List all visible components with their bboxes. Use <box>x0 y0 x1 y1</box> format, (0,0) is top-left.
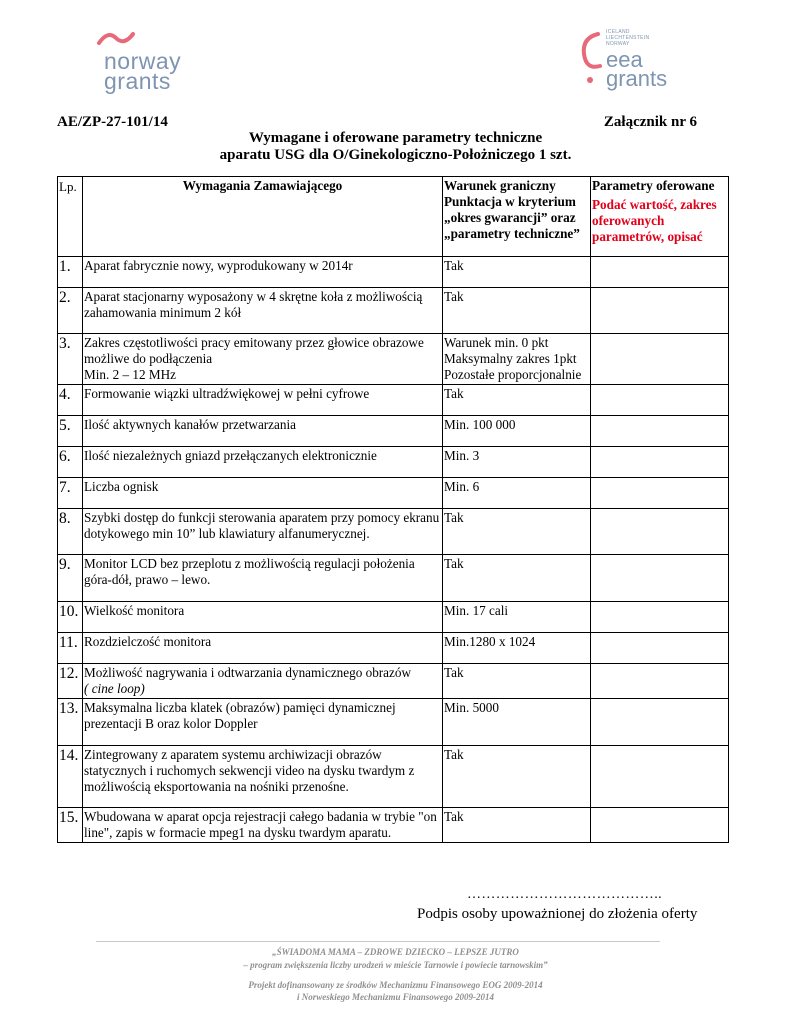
row-number: 1. <box>58 257 83 288</box>
row-number: 14. <box>58 746 83 808</box>
condition-line: Tak <box>444 258 464 273</box>
row-requirement <box>83 746 443 808</box>
row-condition <box>443 385 591 416</box>
row-requirement <box>83 334 443 385</box>
row-condition <box>443 334 591 385</box>
parameters-table <box>57 176 729 843</box>
row-offered-value[interactable] <box>591 664 729 699</box>
header-condition-line: „okres gwarancji” oraz <box>444 210 576 225</box>
table-row <box>58 334 729 385</box>
row-condition <box>443 288 591 334</box>
condition-line: Min. 100 000 <box>444 417 516 432</box>
header-condition <box>443 177 591 257</box>
header-offered-note-line: oferowanych <box>592 213 665 228</box>
row-requirement <box>83 509 443 555</box>
document-title-line1: Wymagane i oferowane parametry techniczne <box>248 130 543 146</box>
condition-line: Pozostałe proporcjonalnie <box>444 367 582 382</box>
header-offered <box>591 177 729 257</box>
table-row <box>58 385 729 416</box>
condition-line: Tak <box>444 809 464 824</box>
row-condition <box>443 808 591 843</box>
requirement-line: Aparat stacjonarny wyposażony w 4 skrętne koła z możliwością <box>84 289 423 304</box>
footer-line2: – program zwiększenia liczby urodzeń w mieście Tarnowie i powiecie tarnowskim” <box>243 960 548 970</box>
row-condition <box>443 447 591 478</box>
row-requirement <box>83 447 443 478</box>
annex-label: Załącznik nr 6 <box>603 114 697 130</box>
row-offered-value[interactable] <box>591 447 729 478</box>
condition-line: Maksymalny zakres 1pkt <box>444 351 577 366</box>
table-row <box>58 288 729 334</box>
row-number: 6. <box>58 447 83 478</box>
table-row <box>58 509 729 555</box>
header-offered-note <box>592 197 727 245</box>
row-number: 13. <box>58 699 83 746</box>
row-offered-value[interactable] <box>591 416 729 447</box>
document-title-line2: aparatu USG dla O/Ginekologiczno-Położniczego 1 szt. <box>219 147 572 163</box>
table-header-row <box>58 177 729 257</box>
condition-line: Warunek min. 0 pkt <box>444 335 549 350</box>
logo-right-line1: eea <box>606 47 643 72</box>
condition-line: Min. 6 <box>444 479 480 494</box>
row-condition <box>443 509 591 555</box>
row-requirement <box>83 288 443 334</box>
reference-number: AE/ZP-27-101/14 <box>57 114 168 130</box>
row-requirement <box>83 416 443 447</box>
row-offered-value[interactable] <box>591 478 729 509</box>
row-offered-value[interactable] <box>591 633 729 664</box>
header-offered-note-line: Podać wartość, zakres <box>592 197 717 212</box>
requirement-line: Rozdzielczość monitora <box>84 634 212 649</box>
row-requirement <box>83 699 443 746</box>
signature-line: ………………………………….. <box>467 887 662 902</box>
condition-line: Tak <box>444 556 464 571</box>
footer-line1: „ŚWIADOMA MAMA – ZDROWE DZIECKO – LEPSZE JUTRO <box>272 947 519 957</box>
condition-line: Tak <box>444 386 464 401</box>
condition-line: Tak <box>444 665 464 680</box>
row-number: 4. <box>58 385 83 416</box>
table-row <box>58 478 729 509</box>
logo-left-line2: grants <box>104 68 171 94</box>
row-requirement <box>83 633 443 664</box>
norway-grants-logo <box>90 30 200 92</box>
row-offered-value[interactable] <box>591 385 729 416</box>
requirement-line: góra-dół, prawo – lewo. <box>84 572 211 587</box>
condition-line: Min. 3 <box>444 448 480 463</box>
row-number: 8. <box>58 509 83 555</box>
requirement-line: Wbudowana w aparat opcja rejestracji całego badania w trybie "on <box>84 809 437 824</box>
row-requirement <box>83 257 443 288</box>
table-row <box>58 257 729 288</box>
requirement-line: Liczba ognisk <box>84 479 159 494</box>
condition-line: Min. 5000 <box>444 700 499 715</box>
requirement-line: Ilość aktywnych kanałów przetwarzania <box>84 417 297 432</box>
row-offered-value[interactable] <box>591 699 729 746</box>
row-number: 15. <box>58 808 83 843</box>
logo-right-small2: LIECHTENSTEIN <box>606 35 650 41</box>
requirement-line: Aparat fabrycznie nowy, wyprodukowany w 2014r <box>84 258 353 273</box>
row-offered-value[interactable] <box>591 808 729 843</box>
requirement-line: dotykowego min 10” lub klawiatury alfanumerycznej. <box>84 526 370 541</box>
requirement-line: ( cine loop) <box>84 681 145 696</box>
condition-line: Tak <box>444 510 464 525</box>
header-condition-line: „parametry techniczne” <box>444 226 580 241</box>
row-number: 5. <box>58 416 83 447</box>
header-lp: Lp. <box>58 177 83 257</box>
logo-left-line1: norway <box>104 48 182 74</box>
row-condition <box>443 416 591 447</box>
requirement-line: zahamowania minimum 2 kół <box>84 305 242 320</box>
requirement-line: Wielkość monitora <box>84 603 185 618</box>
row-offered-value[interactable] <box>591 257 729 288</box>
footer-divider <box>96 941 660 942</box>
logo-right-line2: grants <box>606 66 668 91</box>
requirement-line: możliwe do podłączenia <box>84 351 213 366</box>
table-row <box>58 664 729 699</box>
table-row <box>58 699 729 746</box>
row-requirement <box>83 602 443 633</box>
row-number: 2. <box>58 288 83 334</box>
header-condition-line: Warunek graniczny <box>444 178 556 193</box>
footer-line3: Projekt dofinansowany ze środków Mechanizmu Finansowego EOG 2009-2014 <box>248 980 543 990</box>
condition-line: Min.1280 x 1024 <box>444 634 536 649</box>
row-offered-value[interactable] <box>591 746 729 808</box>
header-offered-note-line: parametrów, opisać <box>592 229 703 244</box>
logo-right-small1: ICELAND <box>606 29 630 35</box>
table-row <box>58 447 729 478</box>
row-offered-value[interactable] <box>591 288 729 334</box>
row-requirement <box>83 385 443 416</box>
requirement-line: Szybki dostęp do funkcji sterowania aparatem przy pomocy ekranu <box>84 510 440 525</box>
requirement-line: prezentacji B oraz kolor Doppler <box>84 716 258 731</box>
eea-grants-logo <box>578 28 688 92</box>
row-requirement <box>83 808 443 843</box>
row-condition <box>443 746 591 808</box>
requirement-line: Zakres częstotliwości pracy emitowany przez głowice obrazowe <box>84 335 424 350</box>
requirement-line: Monitor LCD bez przeplotu z możliwością regulacji położenia <box>84 556 415 571</box>
requirement-line: Możliwość nagrywania i odtwarzania dynamicznego obrazów <box>84 665 412 680</box>
row-requirement <box>83 664 443 699</box>
row-requirement <box>83 555 443 602</box>
row-offered-value[interactable] <box>591 509 729 555</box>
table-row <box>58 808 729 843</box>
table-row <box>58 746 729 808</box>
row-condition <box>443 555 591 602</box>
header-condition-line: Punktacja w kryterium <box>444 194 576 209</box>
requirement-line: line", zapis w formacie mpeg1 na dysku twardym aparatu. <box>84 825 392 840</box>
table-row <box>58 633 729 664</box>
requirement-line: Ilość niezależnych gniazd przełączanych elektronicznie <box>84 448 377 463</box>
requirement-line: Maksymalna liczba klatek (obrazów) pamięci dynamicznej <box>84 700 396 715</box>
table-row <box>58 602 729 633</box>
row-number: 10. <box>58 602 83 633</box>
requirement-line: statycznych i ruchomych sekwencji video na dysku twardym z <box>84 763 415 778</box>
row-condition <box>443 257 591 288</box>
row-condition <box>443 633 591 664</box>
requirement-line: Formowanie wiązki ultradźwiękowej w pełni cyfrowe <box>84 386 370 401</box>
logo-right-small3: NORWAY <box>606 41 630 47</box>
requirement-line: możliwością eksportowania na nośniki przenośne. <box>84 779 349 794</box>
row-offered-value[interactable] <box>591 334 729 385</box>
header-offered-label: Parametry oferowane <box>592 178 715 193</box>
footer-line4: i Norweskiego Mechanizmu Finansowego 2009-2014 <box>296 992 495 1002</box>
row-number: 9. <box>58 555 83 602</box>
condition-line: Min. 17 cali <box>444 603 509 618</box>
row-condition <box>443 478 591 509</box>
requirement-line: Zintegrowany z aparatem systemu archiwizacji obrazów <box>84 747 382 762</box>
header-requirements: Wymagania Zamawiającego <box>83 177 443 257</box>
row-offered-value[interactable] <box>591 602 729 633</box>
row-condition <box>443 699 591 746</box>
row-number: 3. <box>58 334 83 385</box>
condition-line: Tak <box>444 289 464 304</box>
row-number: 11. <box>58 633 83 664</box>
row-requirement <box>83 478 443 509</box>
table-row <box>58 555 729 602</box>
row-number: 7. <box>58 478 83 509</box>
signature-label: Podpis osoby upoważnionej do złożenia oferty <box>417 906 698 922</box>
requirement-line: Min. 2 – 12 MHz <box>84 367 176 382</box>
row-condition <box>443 664 591 699</box>
table-row <box>58 416 729 447</box>
norway-grants-arc-icon <box>96 30 136 46</box>
row-condition <box>443 602 591 633</box>
row-number: 12. <box>58 664 83 699</box>
row-offered-value[interactable] <box>591 555 729 602</box>
eea-grants-symbol-icon <box>578 30 604 90</box>
condition-line: Tak <box>444 747 464 762</box>
